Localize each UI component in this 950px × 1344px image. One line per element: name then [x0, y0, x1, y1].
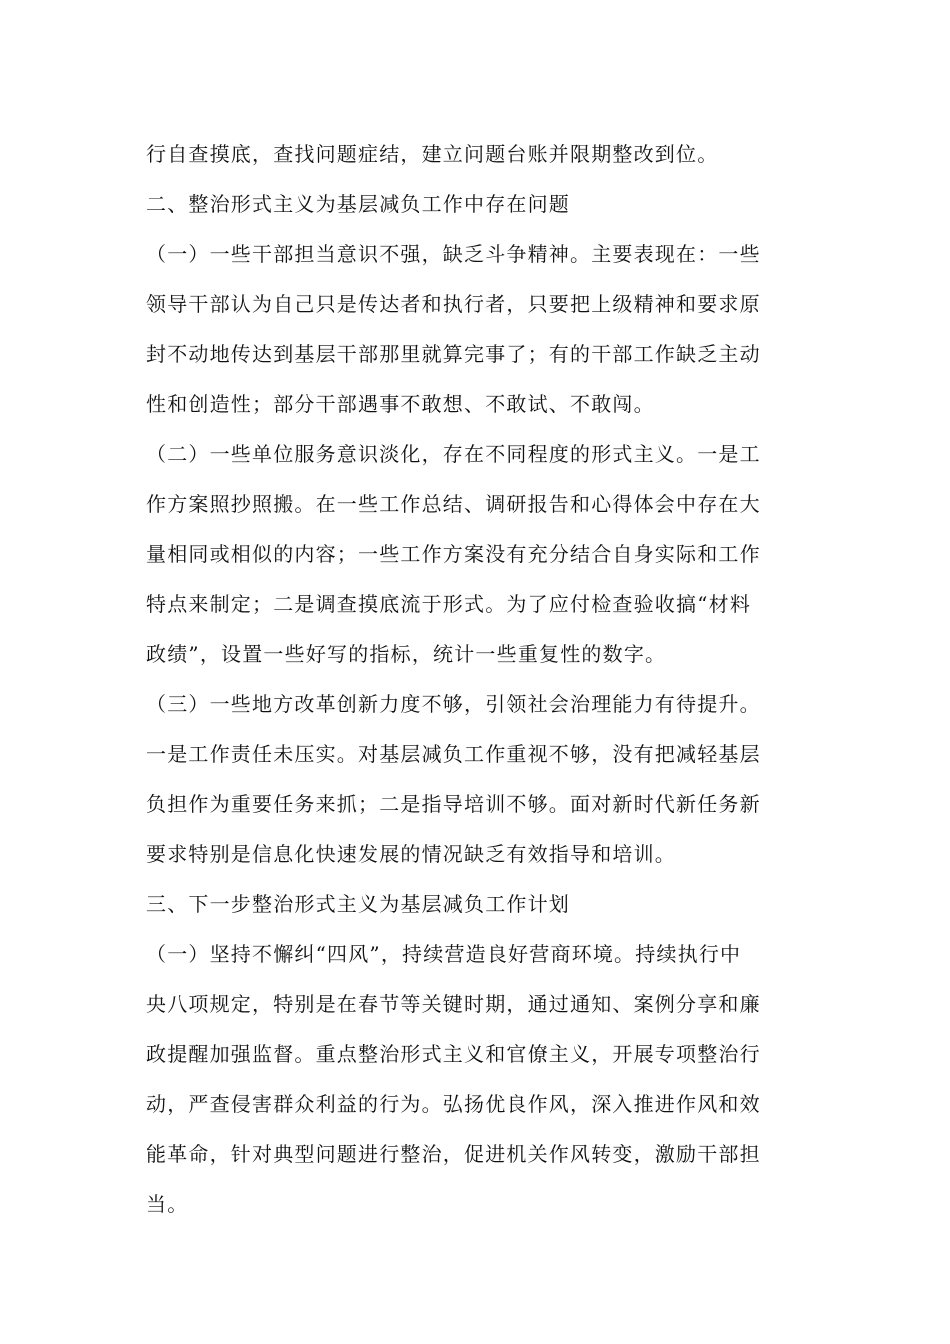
- text-line: 性和创造性；部分干部遇事不敢想、不敢试、不敢闯。: [146, 392, 655, 416]
- text-line: 当。: [146, 1192, 189, 1216]
- text-line: 政绩”，设置一些好写的指标，统计一些重复性的数字。: [146, 642, 667, 666]
- text-line: 一是工作责任未压实。对基层减负工作重视不够，没有把减轻基层: [146, 742, 761, 766]
- text-line: 封不动地传达到基层干部那里就算完事了；有的干部工作缺乏主动: [146, 342, 761, 366]
- text-line: 作方案照抄照搬。在一些工作总结、调研报告和心得体会中存在大: [146, 492, 761, 516]
- section-heading-3: 三、下一步整治形式主义为基层减负工作计划: [146, 892, 570, 916]
- text-line: 政提醒加强监督。重点整治形式主义和官僚主义，开展专项整治行: [146, 1042, 761, 1066]
- section-heading-2: 二、整治形式主义为基层减负工作中存在问题: [146, 192, 570, 216]
- text-line: （一）坚持不懈纠“四风”，持续营造良好营商环境。持续执行中: [146, 942, 742, 966]
- text-line: 能革命，针对典型问题进行整治，促进机关作风转变，激励干部担: [146, 1142, 761, 1166]
- text-line: 央八项规定，特别是在春节等关键时期，通过通知、案例分享和廉: [146, 992, 761, 1016]
- text-line: （三）一些地方改革创新力度不够，引领社会治理能力有待提升。: [146, 692, 761, 716]
- text-line: 量相同或相似的内容；一些工作方案没有充分结合自身实际和工作: [146, 542, 761, 566]
- text-line: 动，严查侵害群众利益的行为。弘扬优良作风，深入推进作风和效: [146, 1092, 761, 1116]
- text-line: 特点来制定；二是调查摸底流于形式。为了应付检查验收搞“材料: [146, 592, 752, 616]
- text-line: （二）一些单位服务意识淡化，存在不同程度的形式主义。一是工: [146, 442, 761, 466]
- text-line: 负担作为重要任务来抓；二是指导培训不够。面对新时代新任务新: [146, 792, 761, 816]
- text-line: 领导干部认为自己只是传达者和执行者，只要把上级精神和要求原: [146, 292, 761, 316]
- text-line: （一）一些干部担当意识不强，缺乏斗争精神。主要表现在：一些: [146, 242, 761, 266]
- text-line: 行自查摸底，查找问题症结，建立问题台账并限期整改到位。: [146, 142, 719, 166]
- document-body: [146, 129, 806, 1229]
- text-line: 要求特别是信息化快速发展的情况缺乏有效指导和培训。: [146, 842, 676, 866]
